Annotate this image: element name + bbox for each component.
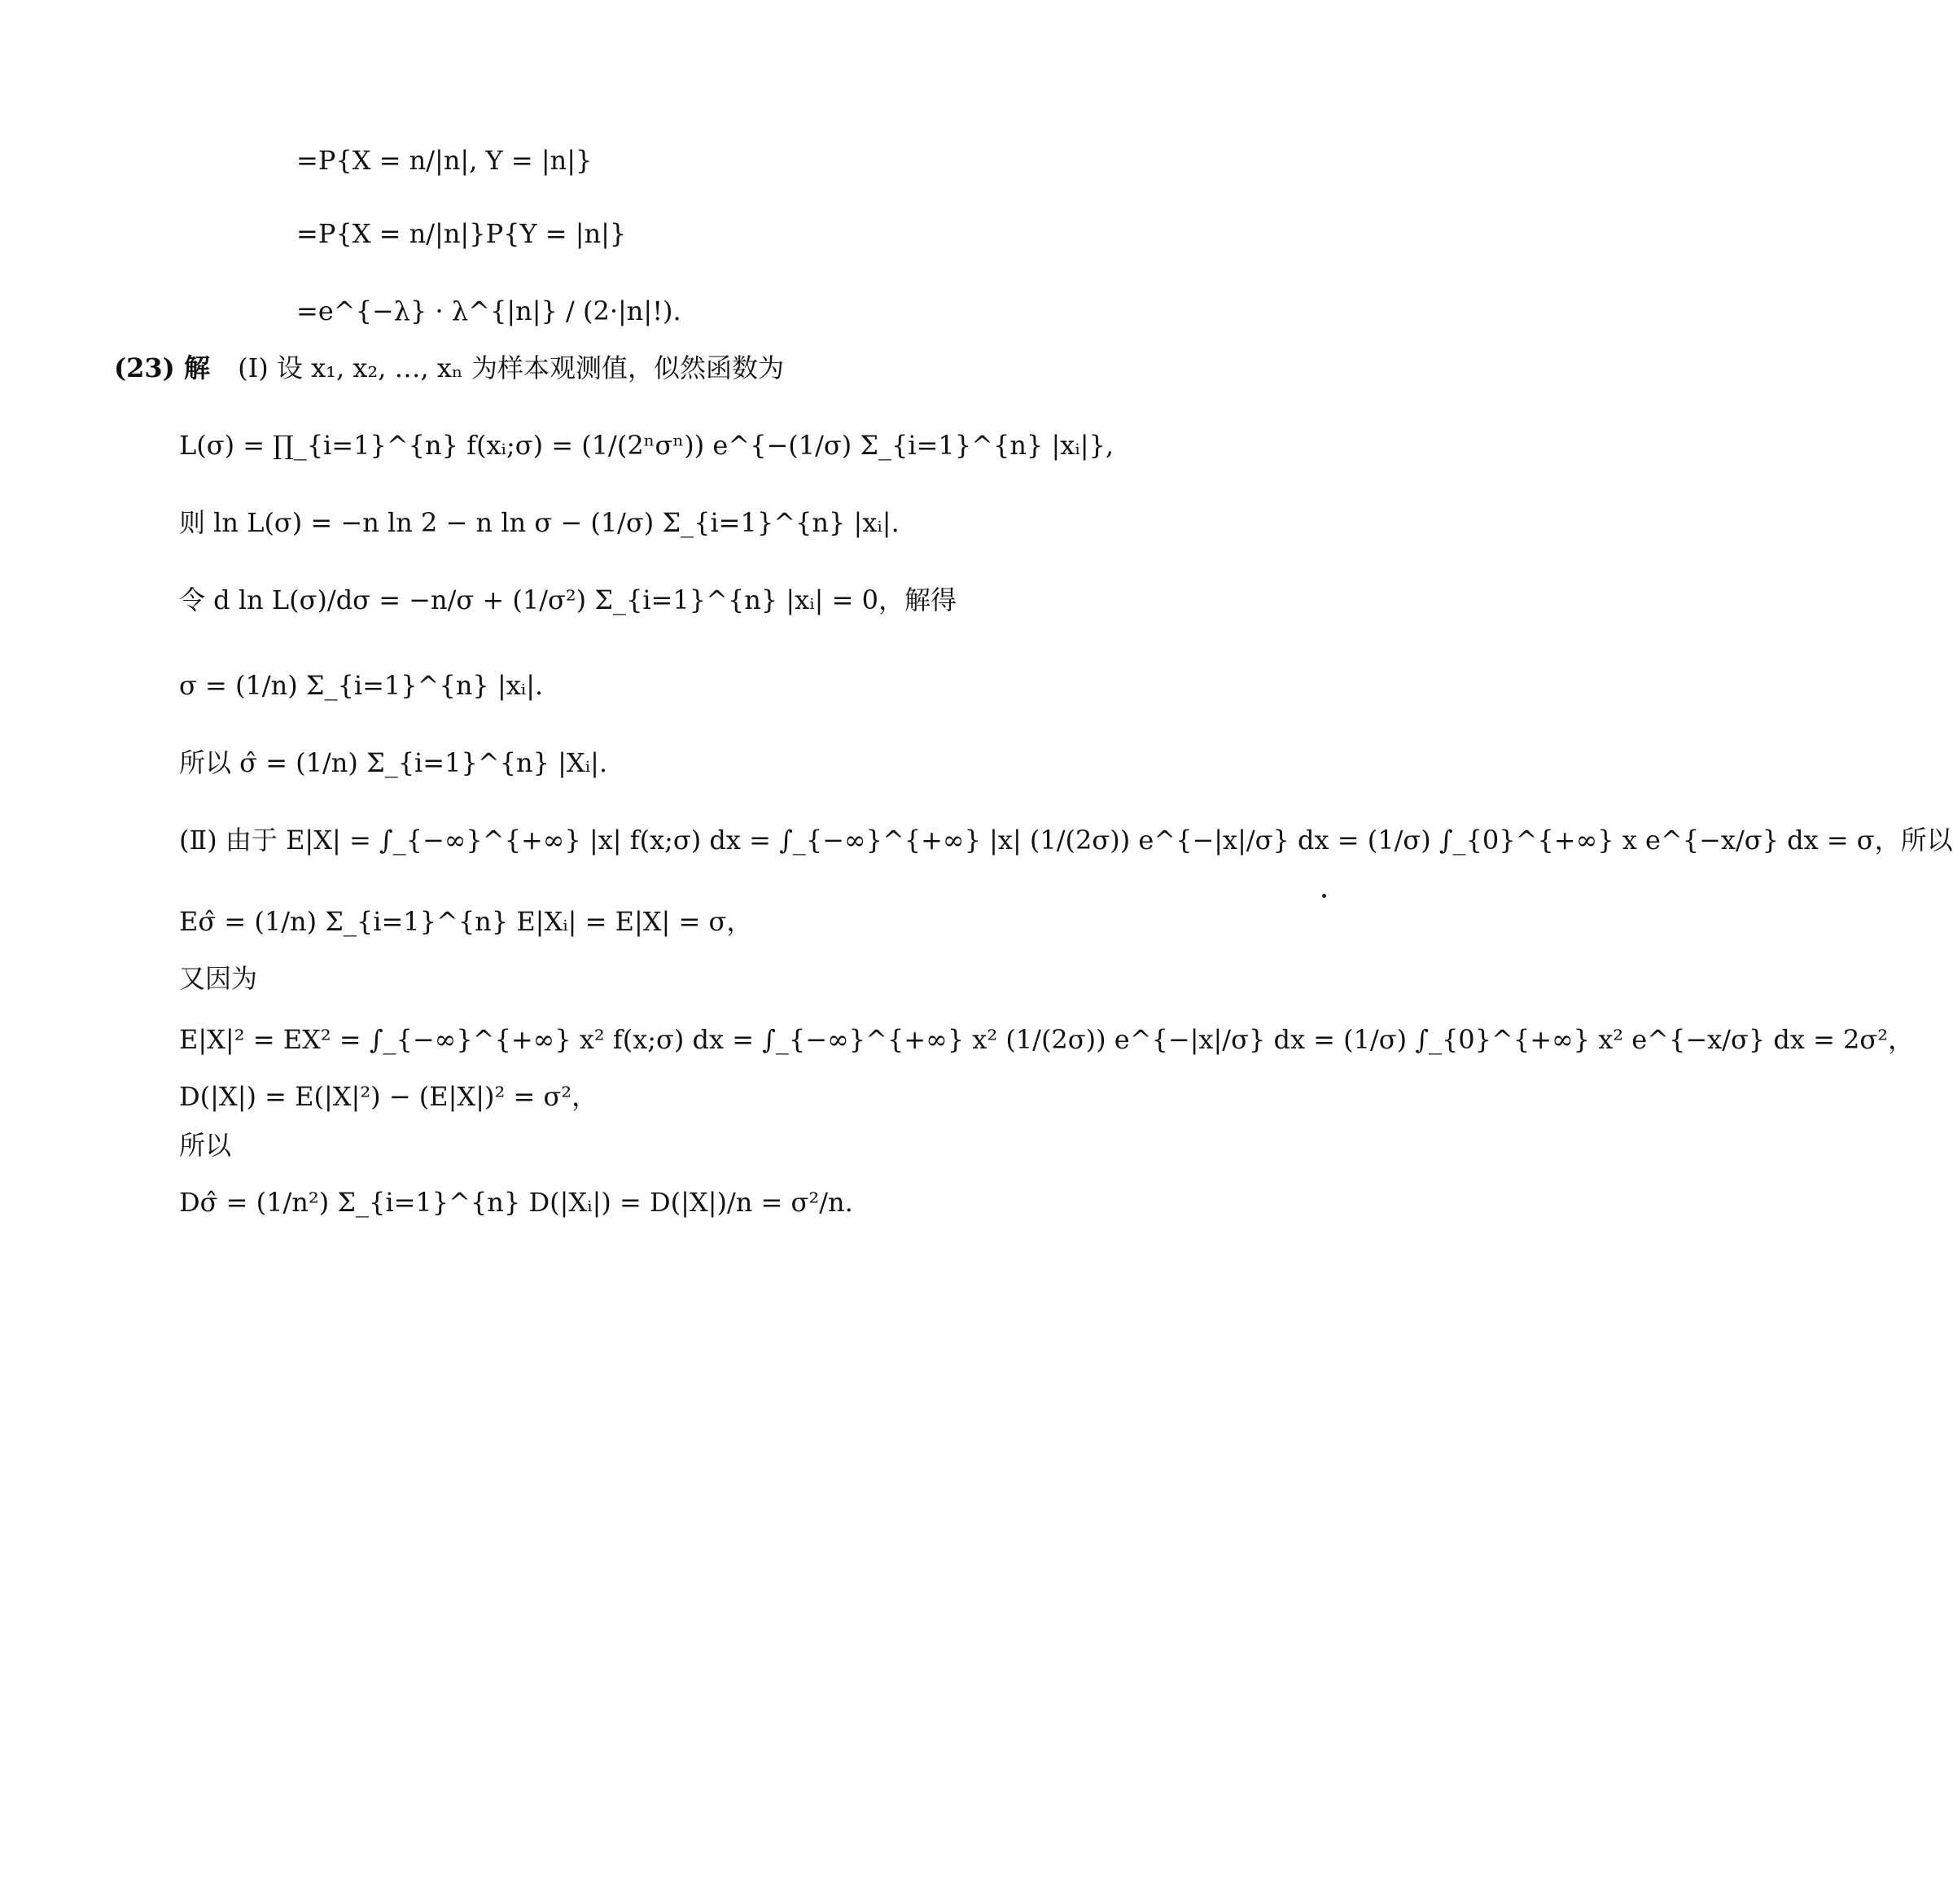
problem-number: (23) 解	[114, 352, 210, 383]
unbiased-result: Eσ̂ = (1/n) Σ_{i=1}^{n} E|Xᵢ| = E|X| = σ，	[179, 906, 753, 937]
transition-text: 又因为	[179, 963, 258, 994]
prob-line-1: =P{X = n/|n|, Y = |n|}	[296, 145, 593, 176]
sigma-solution: σ = (1/n) Σ_{i=1}^{n} |xᵢ|.	[179, 670, 544, 701]
variance-estimator: Dσ̂ = (1/n²) Σ_{i=1}^{n} D(|Xᵢ|) = D(|X|)/n = σ²/n.	[179, 1187, 853, 1218]
derivative-equation: 令 d ln L(σ)/dσ = −n/σ + (1/σ²) Σ_{i=1}^{n} |xᵢ| = 0，解得	[179, 584, 957, 615]
prob-line-3: =e^{−λ} · λ^{|n|} / (2·|n|!).	[296, 295, 681, 326]
expectation-abs-x: (Ⅱ) 由于 E|X| = ∫_{−∞}^{+∞} |x| f(x;σ) dx = ∫_{−∞}^{+∞} |x| (1/(2σ)) e^{−|x|/σ} dx = (1/σ) ∫_{0}^{+∞} x e^{−x/σ} dx = σ，所以	[179, 825, 1953, 856]
variance-abs-x: D(|X|) = E(|X|²) − (E|X|)² = σ²，	[179, 1081, 598, 1112]
mle-estimator: 所以 σ̂ = (1/n) Σ_{i=1}^{n} |Xᵢ|.	[179, 747, 608, 778]
part-1-intro: (Ⅰ) 设 x₁, x₂, …, xₙ 为样本观测值，似然函数为	[238, 352, 784, 383]
stray-mark	[1322, 894, 1326, 898]
problem-23-header	[114, 350, 784, 386]
likelihood-function: L(σ) = ∏_{i=1}^{n} f(xᵢ;σ) = (1/(2ⁿσⁿ)) e^{−(1/σ) Σ_{i=1}^{n} |xᵢ|},	[179, 430, 1114, 461]
conclusion-text: 所以	[179, 1130, 232, 1161]
log-likelihood: 则 ln L(σ) = −n ln 2 − n ln σ − (1/σ) Σ_{i=1}^{n} |xᵢ|.	[179, 507, 900, 538]
second-moment: E|X|² = EX² = ∫_{−∞}^{+∞} x² f(x;σ) dx = ∫_{−∞}^{+∞} x² (1/(2σ)) e^{−|x|/σ} dx = (1/σ) ∫_{0}^{+∞} x² e^{−x/σ} dx = 2σ²，	[179, 1024, 1915, 1055]
prob-line-2: =P{X = n/|n|}P{Y = |n|}	[296, 218, 627, 249]
